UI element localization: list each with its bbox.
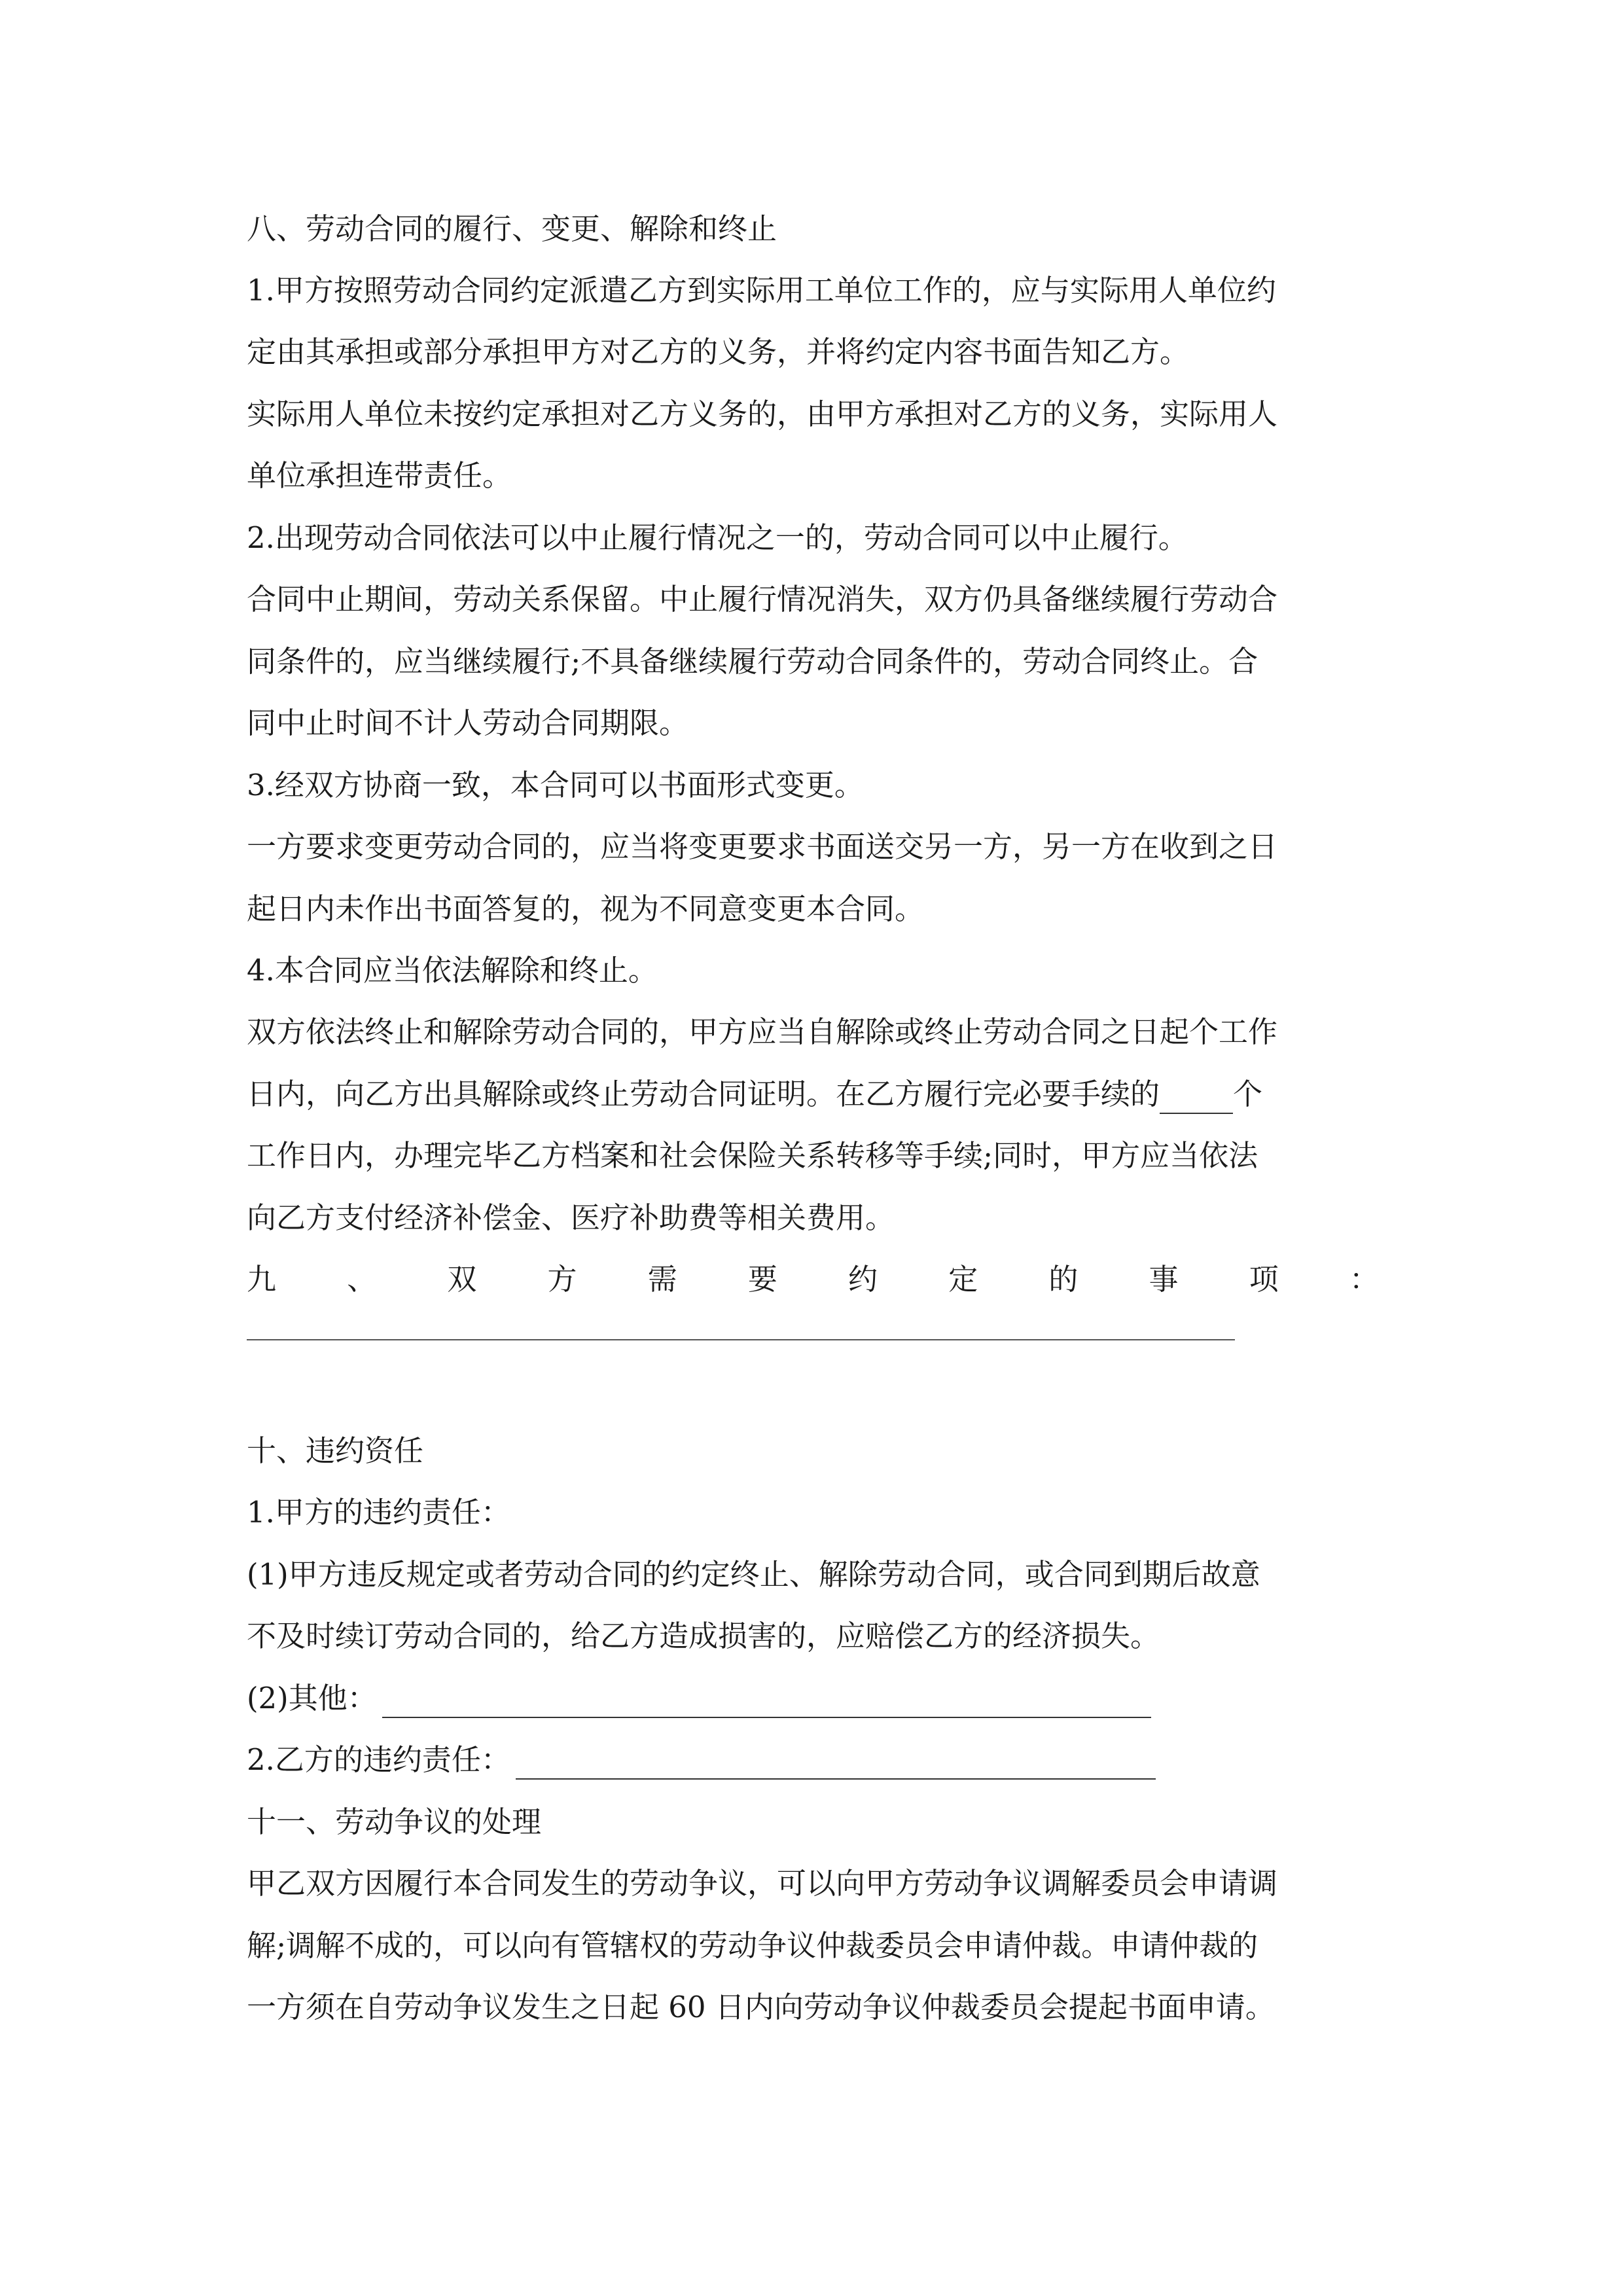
section-9-char: 项 xyxy=(1249,1262,1279,1297)
section-9-char: 的 xyxy=(1048,1262,1079,1297)
clause-10-1-item-1-line-1: (1)甲方违反规定或者劳动合同的约定终止、解除劳动合同，或合同到期后故意 xyxy=(247,1557,1260,1592)
clause-8-2-line-4: 同中止时间不计人劳动合同期限。 xyxy=(247,706,689,740)
clause-10-1-item-1-line-2: 不及时续订劳动合同的，给乙方造成损害的，应赔偿乙方的经济损失。 xyxy=(247,1619,1160,1653)
section-9-heading xyxy=(247,1260,1379,1299)
fill-blank-other xyxy=(382,1688,1151,1718)
clause-8-2-line-1: 2.出现劳动合同依法可以中止履行情况之一的，劳动合同可以中止履行。 xyxy=(247,520,1188,555)
clause-8-3-line-2: 一方要求变更劳动合同的，应当将变更要求书面送交另一方，另一方在收到之日 xyxy=(247,829,1278,864)
fill-blank-days xyxy=(1160,1084,1233,1114)
section-9-fill-line xyxy=(247,1339,1235,1340)
clause-8-1-line-4: 单位承担连带责任。 xyxy=(247,458,512,493)
section-8-heading: 八、劳动合同的履行、变更、解除和终止 xyxy=(247,211,777,246)
section-9-char: 约 xyxy=(848,1262,878,1297)
section-9-char: 要 xyxy=(747,1262,777,1297)
clause-8-4-line-3-text: 日内，向乙方出具解除或终止劳动合同证明。在乙方履行完必要手续的 xyxy=(247,1077,1160,1111)
clause-8-4-line-3 xyxy=(247,1075,1379,1114)
clause-8-4-line-4: 工作日内，办理完毕乙方档案和社会保险关系转移等手续;同时，甲方应当依法 xyxy=(247,1138,1258,1173)
section-10-heading: 十、违约资任 xyxy=(247,1433,424,1468)
section-9-char: 双 xyxy=(447,1262,477,1297)
clause-11-line-3: 一方须在自劳动争议发生之日起 60 日内向劳动争议仲裁委员会提起书面申请。 xyxy=(247,1990,1275,2024)
section-9-char: 需 xyxy=(647,1262,677,1297)
clause-10-2-label: 2.乙方的违约责任： xyxy=(247,1742,510,1777)
clause-11-line-2: 解;调解不成的，可以向有管辖权的劳动争议仲裁委员会申请仲裁。申请仲裁的 xyxy=(247,1928,1258,1963)
section-11-heading: 十一、劳动争议的处理 xyxy=(247,1804,542,1839)
clause-8-4-line-3-tail: 个 xyxy=(1233,1077,1263,1111)
clause-8-2-line-2: 合同中止期间，劳动关系保留。中止履行情况消失，双方仍具备继续履行劳动合 xyxy=(247,582,1278,617)
section-9-char: 九 xyxy=(247,1262,277,1297)
clause-8-4-line-5: 向乙方支付经济补偿金、医疗补助费等相关费用。 xyxy=(247,1200,895,1235)
clause-10-1-item-2 xyxy=(247,1679,1379,1718)
section-9-char: 定 xyxy=(948,1262,978,1297)
clause-8-1-line-1: 1.甲方按照劳动合同约定派遣乙方到实际用工单位工作的，应与实际用人单位约 xyxy=(247,273,1276,308)
section-9-char: ： xyxy=(1349,1262,1379,1297)
clause-10-2 xyxy=(247,1740,1379,1780)
clause-8-1-line-3: 实际用人单位未按约定承担对乙方义务的，由甲方承担对乙方的义务，实际用人 xyxy=(247,397,1278,431)
clause-11-line-1: 甲乙双方因履行本合同发生的劳动争议，可以向甲方劳动争议调解委员会申请调 xyxy=(247,1866,1278,1901)
clause-8-2-line-3: 同条件的，应当继续履行;不具备继续履行劳动合同条件的，劳动合同终止。合 xyxy=(247,644,1258,679)
clause-10-1: 1.甲方的违约责任： xyxy=(247,1495,510,1530)
clause-10-1-item-2-label: (2)其他： xyxy=(247,1681,377,1715)
section-9-char: 事 xyxy=(1149,1262,1179,1297)
section-9-char: 、 xyxy=(347,1262,377,1297)
clause-8-1-line-2: 定由其承担或部分承担甲方对乙方的义务，并将约定内容书面告知乙方。 xyxy=(247,334,1190,369)
section-9-char: 方 xyxy=(547,1262,577,1297)
clause-8-3-line-1: 3.经双方协商一致，本合同可以书面形式变更。 xyxy=(247,768,864,802)
clause-8-4-line-1: 4.本合同应当依法解除和终止。 xyxy=(247,953,658,988)
clause-8-3-line-3: 起日内未作出书面答复的，视为不同意变更本合同。 xyxy=(247,891,925,926)
fill-blank-party-b xyxy=(516,1749,1156,1780)
clause-8-4-line-2: 双方依法终止和解除劳动合同的，甲方应当自解除或终止劳动合同之日起个工作 xyxy=(247,1014,1278,1049)
